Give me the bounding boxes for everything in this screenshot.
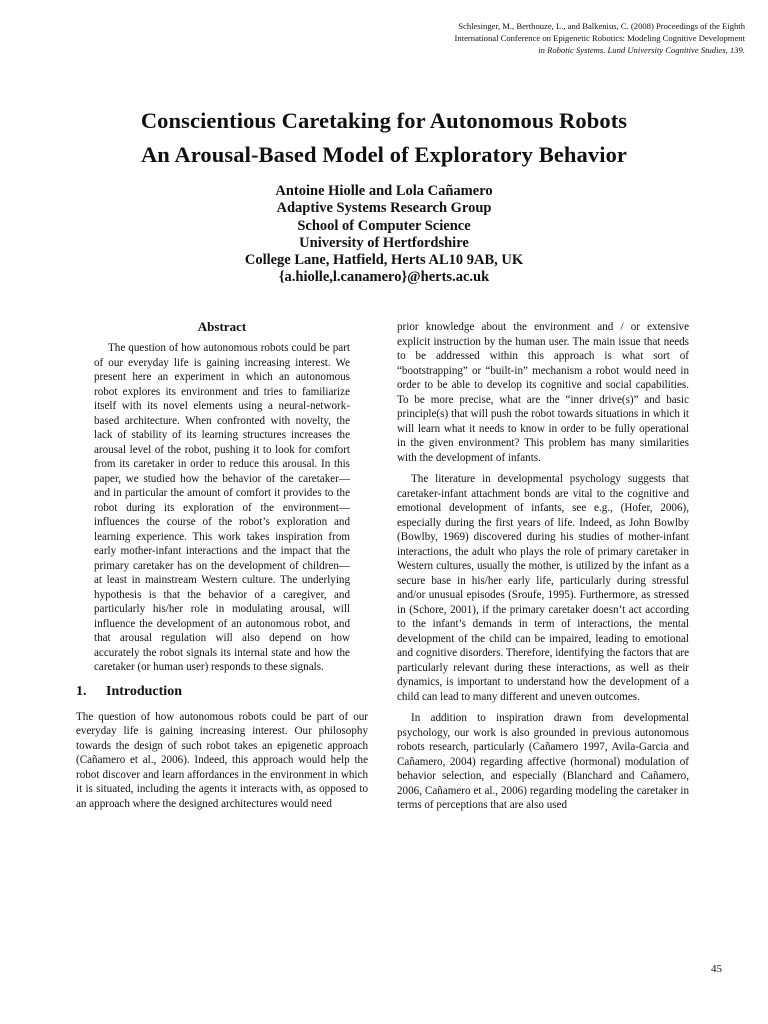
right-paragraph-3: In addition to inspiration drawn from developmental psychology, our work is also grounded in previous autonomous robots research, particularly (Cañamero 1997, Avila-Garcia and Cañamero, 2004) regarding affective (hormonal) modulation of behavior selection, and especially (Blanchard and Cañamero, 2006, Cañamero et al., 2006) regarding modeling the caretaker in terms of perceptions that are also used xyxy=(397,712,689,811)
section-heading-introduction xyxy=(76,683,368,701)
citation-line: in Robotic Systems. Lund University Cognitive Studies, 139. xyxy=(538,45,745,55)
page-number: 45 xyxy=(711,963,722,975)
title-line-2: An Arousal-Based Model of Exploratory Behavior xyxy=(140,142,628,167)
left-column xyxy=(76,318,368,811)
section-title: Introduction xyxy=(106,683,182,699)
author-emails: {a.hiolle,l.canamero}@herts.ac.uk xyxy=(278,269,490,286)
citation-line: International Conference on Epigenetic Robotics: Modeling Cognitive Development xyxy=(454,33,745,43)
author-names: Antoine Hiolle and Lola Cañamero xyxy=(275,183,493,199)
affiliation-school: School of Computer Science xyxy=(297,217,471,234)
affiliation-university: University of Hertfordshire xyxy=(299,234,469,251)
citation-line: Schlesinger, M., Berthouze, L., and Balkenius, C. (2008) Proceedings of the Eighth xyxy=(458,21,745,31)
paper-title xyxy=(0,104,768,172)
abstract-body xyxy=(76,341,368,675)
affiliation-address: College Lane, Hatfield, Herts AL10 9AB, UK xyxy=(244,252,524,269)
author-block xyxy=(0,183,768,287)
citation-header xyxy=(325,20,745,56)
section-number: 1. xyxy=(76,683,87,699)
affiliation-group: Adaptive Systems Research Group xyxy=(276,200,492,217)
introduction-body xyxy=(76,710,368,812)
title-line-1: Conscientious Caretaking for Autonomous Robots xyxy=(140,108,628,133)
abstract-heading: Abstract xyxy=(197,319,247,334)
right-column xyxy=(397,320,689,813)
abstract-text: The question of how autonomous robots could be part of our everyday life is gaining increasing interest. We present here an experiment in which an autonomous robot explores its environment and tries to familiarize itself with its novel elements using a neural-network-based architecture. When confronted with novelty, the lack of stability of its learning structures increases the arousal level of the robot, pushing it to look for comfort from its caretaker in order to reduce this arousal. In this paper, we studied how the behavior of the caretaker—and in particular the amount of comfort it provides to the robot during its exploration of the environment—influences the course of the robot’s exploration and learning experience. This work takes inspiration from early mother-infant interactions and the impact that the primary caretaker has on the development of children—at least in mainstream Western culture. The underlying hypothesis is that the behavior of a caregiver, and particularly his/her role in modulating arousal, will influence the development of an autonomous robot, and that arousal regulation will also depend on how accurately the robot signals its internal state and how the caretaker (or human user) responds to these signals. xyxy=(94,342,350,673)
right-paragraph-1: prior knowledge about the environment and / or extensive explicit instruction by the human user. The main issue that needs to be addressed within this approach is what sort of “bootstrapping” or “built-in” mechanism a robot would need in order to be able to develop its cognitive and social capabilities. To be more precise, what are the “inner drive(s)” and basic principle(s) that will push the robot towards situations in which it will learn what it needs to know in order to be fully operational in the given environment? This problem has many similarities with the development of infants. xyxy=(397,321,689,464)
intro-paragraph-1: The question of how autonomous robots could be part of our everyday life is gaining increasing interest. Our philosophy towards the design of such robot takes an epigenetic approach (Cañamero et al., 2006). Indeed, this approach would help the robot discover and learn affordances in the environment in which it is situated, including the agents it interacts with, as opposed to an approach where the designed architectures would need xyxy=(76,710,368,810)
right-paragraph-2: The literature in developmental psychology suggests that caretaker-infant attachment bonds are vital to the cognitive and emotional development of infants, see e.g., (Hofer, 2006), especially during the first years of life. Indeed, as John Bowlby (Bowlby, 1969) discovered during his studies of mother-infant interactions, the adult who plays the role of primary caretaker in Western cultures, usually the mother, is utilized by the infant as a secure base in his/her early life, particularly during stressful and/or unusual episodes (Sroufe, 1995). Furthermore, as stressed in (Schore, 2001), if the primary caretaker doesn’t act according to the infant’s demands in term of interactions, the mental development of the child can be impaired, leading to emotional and cognitive disorders. Therefore, identifying the factors that are particularly relevant during these interactions, as well as their dynamics, is important to understand how the development of a child can lead to many different and uneven outcomes. xyxy=(397,473,689,703)
